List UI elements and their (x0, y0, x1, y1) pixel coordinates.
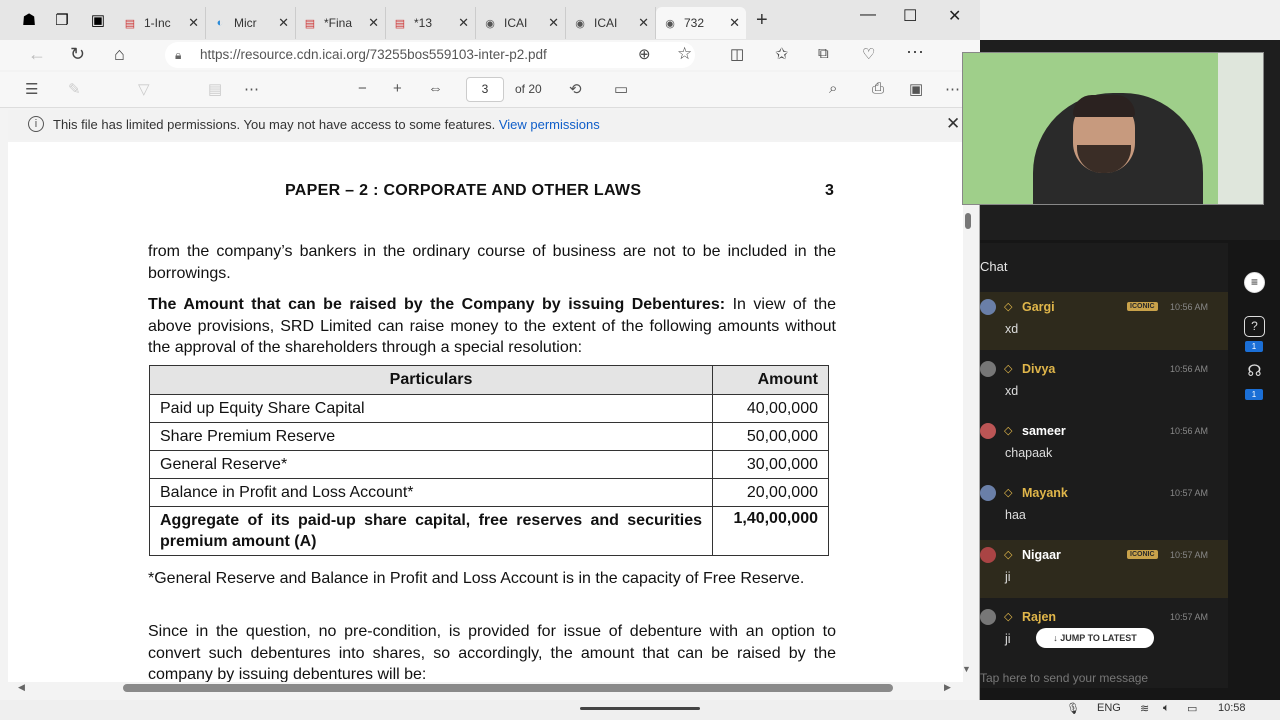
particulars-cell: General Reserve* (150, 451, 713, 479)
chat-message-text: xd (1005, 322, 1019, 336)
tab-close-icon[interactable]: ✕ (638, 15, 649, 30)
tab-close-icon[interactable]: ✕ (278, 15, 289, 30)
more-menu-icon[interactable]: ⋯ (906, 42, 924, 62)
pdf-icon: ▤ (304, 17, 316, 30)
fit-width-icon[interactable]: ⇔ (428, 80, 443, 97)
pdf-icon: ▤ (124, 17, 136, 30)
role-icon: ◇ (1004, 487, 1013, 499)
total-label-cell: Aggregate of its paid-up share capital, free reserves and securities premium amount (A) (150, 507, 713, 556)
scroll-left-arrow[interactable]: ◀ (18, 682, 25, 692)
table-row (150, 479, 829, 507)
chat-message-text: ji (1005, 570, 1011, 584)
contents-icon[interactable]: ☰ (25, 81, 39, 98)
infobar-message: This file has limited permissions. You may not have access to some features. (53, 117, 496, 132)
edge-icon: ◐ (216, 17, 224, 29)
search-icon[interactable]: ⌕ (829, 80, 838, 97)
amount-cell: 50,00,000 (713, 423, 829, 451)
scroll-down-arrow[interactable]: ▼ (962, 664, 971, 674)
read-icon: ▤ (208, 81, 223, 98)
role-icon: ◇ (1004, 363, 1013, 375)
chat-timestamp: 10:57 AM (1170, 488, 1209, 498)
icai-icon: ◉ (665, 17, 675, 30)
chat-sender-name: Divya (1022, 362, 1056, 376)
url-text: https://resource.cdn.icai.org/73255bos559103-inter-p2.pdf (200, 47, 547, 62)
table-row (150, 423, 829, 451)
zoom-in-icon[interactable]: + (393, 80, 402, 97)
paragraph-3: Since in the question, no pre-condition, is provided for issue of debenture with an option to convert such debentures into shares, so accordingly, the amount that can be raised by the company by issuing debentures will be: (148, 623, 836, 682)
tab-label: ICAI (594, 16, 618, 30)
tab-label: *13 (414, 16, 433, 30)
avatar (980, 361, 996, 377)
chat-sender-name: Rajen (1022, 610, 1057, 624)
particulars-cell: Balance in Profit and Loss Account* (150, 479, 713, 507)
tab-close-icon[interactable]: ✕ (729, 15, 740, 30)
tab-label: ICAI (504, 16, 528, 30)
tab-label: *Fina (324, 16, 353, 30)
chat-sender-name: Nigaar (1022, 548, 1061, 562)
page-view-icon[interactable]: ▭ (614, 81, 629, 98)
taskbar (0, 700, 1280, 720)
taskbar-handle (580, 707, 700, 710)
tab-5[interactable] (566, 7, 656, 39)
tab-3[interactable] (386, 7, 476, 39)
tab-6[interactable] (656, 7, 746, 39)
tab-label: 1-Inc (144, 16, 171, 30)
chat-message-input[interactable]: Tap here to send your message (980, 671, 1149, 685)
chat-sender-name: Gargi (1022, 300, 1055, 314)
chat-message-text: chapaak (1005, 446, 1053, 460)
scroll-right-arrow[interactable]: ▶ (944, 682, 951, 692)
refresh-icon[interactable]: ↻ (70, 44, 86, 64)
chat-message (980, 540, 1228, 598)
paragraph-2 (148, 294, 836, 359)
table-row (150, 395, 829, 423)
role-icon: ◇ (1004, 611, 1013, 623)
chat-timestamp: 10:56 AM (1170, 426, 1209, 436)
volume-icon[interactable]: 🔈︎ (1163, 702, 1170, 714)
tab-1[interactable] (206, 7, 296, 39)
tab-2[interactable] (296, 7, 386, 39)
role-icon: ◇ (1004, 549, 1013, 561)
split-screen-icon[interactable]: ◫ (730, 46, 745, 63)
settings-more-icon[interactable]: ⋯ (945, 81, 960, 98)
collections-icon[interactable]: ⧉ (818, 45, 829, 62)
background-window (980, 0, 1280, 40)
tab-close-icon[interactable]: ✕ (368, 15, 379, 30)
doubt-icon[interactable]: ? (1244, 316, 1265, 337)
pdf-page (8, 142, 963, 682)
horizontal-scroll-thumb[interactable] (123, 684, 893, 692)
role-icon: ◇ (1004, 425, 1013, 437)
paragraph-2-heading: The Amount that can be raised by the Company by issuing Debentures: (148, 296, 726, 313)
page-number-input[interactable]: 3 (466, 77, 504, 102)
avatar (980, 299, 996, 315)
page-number: 3 (825, 182, 834, 199)
icai-icon: ◉ (575, 17, 585, 30)
zoom-out-icon[interactable]: − (358, 80, 367, 97)
workspace-icon[interactable]: ☗ (21, 12, 37, 29)
avatar (980, 609, 996, 625)
paragraph-2-body: In view of the above provisions, SRD Limited can raise money to the extent of the following amounts without the approval of the shareholders through a special resolution: (148, 296, 837, 356)
zoom-icon[interactable]: ⊕ (638, 46, 651, 63)
minimize-icon[interactable]: — (860, 6, 876, 23)
iconic-badge: ICONIC (1127, 302, 1158, 311)
rotate-icon[interactable]: ⟲ (569, 81, 582, 98)
microphone-icon[interactable]: 🎙︎ (1066, 703, 1080, 715)
chat-message (980, 354, 1228, 412)
chat-icon[interactable]: ≡ (1244, 272, 1265, 293)
paragraph-1: from the company’s bankers in the ordinary course of business are not to be included in the borrowings. (148, 243, 836, 282)
permissions-infobar (8, 110, 970, 140)
view-permissions-link[interactable]: View permissions (498, 117, 600, 132)
avatar (980, 423, 996, 439)
role-icon: ◇ (1004, 301, 1013, 313)
performance-icon[interactable]: ♡ (862, 46, 876, 63)
clock[interactable]: 10:58 (1218, 702, 1246, 714)
poll-icon[interactable]: ☊ (1247, 363, 1262, 380)
chat-timestamp: 10:56 AM (1170, 364, 1209, 374)
vertical-scroll-thumb[interactable] (965, 213, 971, 229)
tab-label: 732 (684, 16, 705, 30)
chat-sender-name: sameer (1022, 424, 1066, 438)
url-field[interactable] (165, 42, 695, 68)
chat-timestamp: 10:57 AM (1170, 612, 1209, 622)
particulars-cell: Paid up Equity Share Capital (150, 395, 713, 423)
chat-message (980, 292, 1228, 350)
doubt-badge: 1 (1245, 341, 1263, 352)
chat-timestamp: 10:57 AM (1170, 550, 1209, 560)
footnote: *General Reserve and Balance in Profit and Loss Account is in the capacity of Free Reserve. (148, 570, 805, 587)
table-total-row (150, 507, 829, 556)
chat-timestamp: 10:56 AM (1170, 302, 1209, 312)
amount-cell: 20,00,000 (713, 479, 829, 507)
page-header: PAPER – 2 : CORPORATE AND OTHER LAWS (285, 182, 642, 199)
new-tab-button[interactable]: + (756, 8, 768, 31)
table-header-amount: Amount (713, 366, 829, 395)
amount-cell: 40,00,000 (713, 395, 829, 423)
chat-message-text: haa (1005, 508, 1026, 522)
avatar (980, 547, 996, 563)
iconic-badge: ICONIC (1127, 550, 1158, 559)
amount-table (149, 365, 829, 556)
tab-close-icon[interactable]: ✕ (458, 15, 469, 30)
back-icon[interactable]: ← (28, 44, 46, 64)
avatar (980, 485, 996, 501)
chat-sender-name: Mayank (1022, 486, 1068, 500)
close-window-icon[interactable]: ✕ (948, 8, 962, 25)
tab-actions-icon[interactable]: ❐ (55, 12, 69, 29)
favorites-icon[interactable]: ✩ (775, 46, 789, 63)
page-total: of 20 (515, 82, 542, 96)
tab-4[interactable] (476, 7, 566, 39)
tab-label: Micr (234, 16, 257, 30)
tab-bar (0, 0, 980, 40)
chat-message-text: ji (1005, 632, 1011, 646)
table-row (150, 451, 829, 479)
webcam-video (962, 52, 1264, 205)
table-header-particulars: Particulars (150, 366, 713, 395)
battery-icon[interactable]: ▭ (1187, 703, 1198, 715)
chat-message (980, 416, 1228, 474)
highlight-icon: ✎ (68, 81, 81, 98)
language-indicator[interactable]: ENG (1097, 702, 1121, 714)
chat-message-text: xd (1005, 384, 1019, 398)
filter-icon: ▽ (138, 81, 150, 98)
infobar-close-icon[interactable]: ✕ (946, 114, 961, 133)
tab-0[interactable] (116, 7, 206, 39)
poll-badge: 1 (1245, 389, 1263, 400)
jump-to-latest-button[interactable]: ↓ JUMP TO LATEST (1036, 628, 1154, 648)
chat-side-toolbar (1230, 243, 1280, 688)
icai-icon: ◉ (485, 17, 495, 30)
home-icon[interactable]: ⌂ (114, 44, 125, 64)
chat-title: Chat (980, 259, 1008, 274)
print-icon[interactable]: ⎙ (872, 80, 885, 97)
info-icon: i (28, 116, 44, 132)
save-icon[interactable]: ▣ (909, 81, 924, 98)
maximize-icon[interactable]: ☐ (903, 8, 918, 25)
chat-message (980, 478, 1228, 536)
jump-label: JUMP TO LATEST (1060, 633, 1137, 643)
wifi-icon[interactable]: ≋ (1140, 703, 1150, 715)
particulars-cell: Share Premium Reserve (150, 423, 713, 451)
pdf-more-icon[interactable]: ⋯ (244, 81, 259, 98)
tab-close-icon[interactable]: ✕ (548, 15, 559, 30)
amount-cell: 30,00,000 (713, 451, 829, 479)
vertical-tabs-icon[interactable]: ▣ (90, 12, 106, 29)
favorite-star-icon[interactable]: ☆ (677, 44, 693, 63)
total-amount-cell: 1,40,00,000 (713, 507, 829, 556)
pdf-red-icon: ▤ (394, 17, 406, 30)
tab-close-icon[interactable]: ✕ (188, 15, 199, 30)
lock-icon: 🔒︎ (175, 48, 182, 62)
